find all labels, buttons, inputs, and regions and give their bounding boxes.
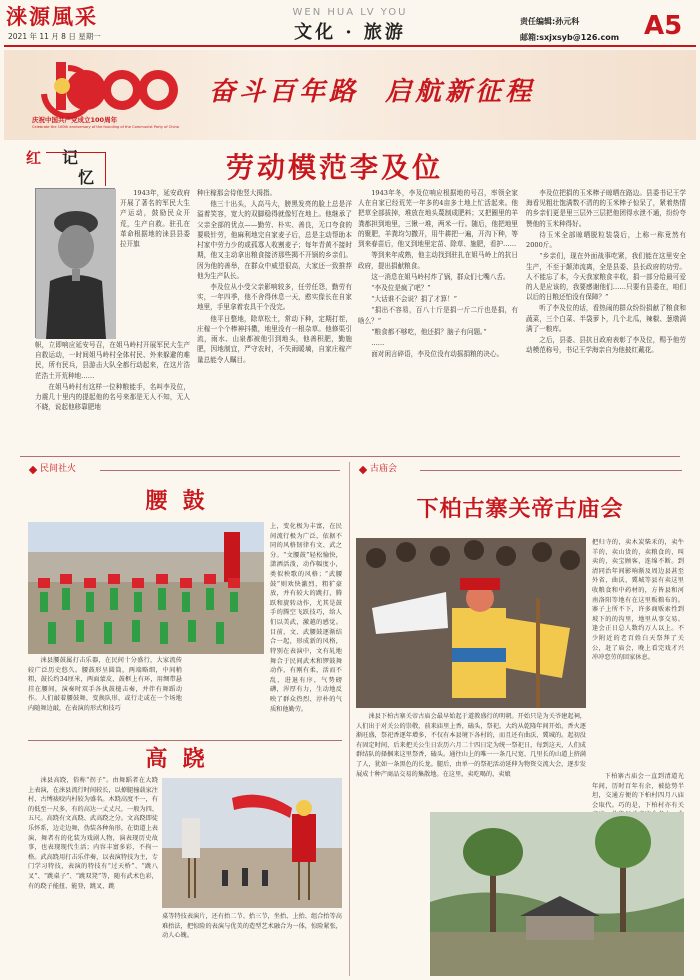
drum-photo bbox=[28, 522, 264, 654]
tag-ji: 记 bbox=[62, 148, 79, 167]
stilt-col2 bbox=[162, 912, 342, 976]
page-number: A5 bbox=[644, 11, 683, 41]
diamond-icon bbox=[29, 466, 37, 474]
feature-col3-p8: …… bbox=[371, 339, 385, 348]
feature-col2-p2: 他三十出头，人高马大，膀黑发亮的脸上总是洋溢着笑容，宽大的双脚稳得就像钉在地上。他继承了父亲全部的优点——勤劳、朴实、善良，无口夸食的要吸针劳，他麻利地完自家麦子后，总是主动帮助本村家中劳力少的或孤寡人收割麦子；每年青黄不接时期，他又主动拿出粮食接济那些揭不开锅的乡亲们。因为他的善举，在群众中威望很高，大家还一致推荐他为生产队长。 bbox=[197, 200, 352, 280]
masthead-rule bbox=[4, 45, 696, 47]
temple-fair-photo bbox=[356, 538, 586, 708]
email-label: 邮箱: bbox=[520, 33, 540, 42]
village-landscape-photo bbox=[430, 812, 684, 976]
drum-col2-text: 上，变化极为丰富，在民间流行极为广泛，依据不同的风格韧律有文、武之分。“文腰鼓”轻松愉快，潇洒活泼，动作幅度小，类似秧歌的风格；“武腰鼓”则欢快激烈，粗犷豪放，并有较大的跳打，腾跃和旋转动作，尤其是鼓手的腾空飞跃技巧，给人们以美武，激越的感觉。目前，文、武腰鼓逐渐结合一起，形成新的风格，特别在表演中，文有轧地舞合于民间武术和锣鼓舞动作，有刚有柔，活而不乱，进退有序，气势磅礴，浑厚有力，生动地反映了群众热烈、淳朴的气质和他勤劳。 bbox=[270, 523, 342, 713]
section-title: 文化 · 旅游 bbox=[294, 22, 406, 43]
feature-col3-p5: “大话谁不会说？捐了才算！” bbox=[371, 295, 458, 304]
party-emblem-icon bbox=[32, 56, 182, 118]
banner-caption-en: Celebrate the 100th anniversary of the founding of the Communist Party of China bbox=[32, 125, 179, 129]
diamond-icon bbox=[359, 466, 367, 474]
stilt-top-rule bbox=[28, 740, 342, 741]
feature-col2 bbox=[197, 188, 352, 450]
temple-label-text: 古庙会 bbox=[370, 464, 398, 475]
feature-col3-p4: “李及位是疯了吧？” bbox=[371, 283, 431, 292]
feature-col3-p6: “捐出不容易，百八十斤是捐一斤二斤也是捐，有啥么？” bbox=[358, 306, 518, 325]
temple-col-main-text: 涞县下柏古寨关帝古庙会最早始起于道教盛行的明朝。开始只是为关爷建起祠，人们出于对关公的崇敬，前来庙里上香，磕头，祭祀。大约从乾隆年间开始，香火逐渐旺盛，祭祀香逐年增多，不仅有本县境下各村的，而且还有曲沃、冀城的。起初没有固定时间，后来把关公生日农历六月二十四日定为统一祭祀日，每到这天，人们成群结队的择捆来这里祭香，磕头。通往山上的唯一一条几尺宽、几里长的山道上挤满了人，犹如一条黑色的长龙。腿后，由单一的祭祀活动延伸为物资交流大会，逐步发展成十种产商品交易的集散地。在这里，卖吃喝的，卖娘 bbox=[356, 713, 586, 778]
stilt-photo bbox=[162, 778, 342, 908]
village-tree-icon bbox=[430, 812, 684, 976]
feature-col3-p1: 1943年冬，李及位响应根据地的号召，率领全家人在自家已经荒芜一年多的4亩多土地上忙活起来。他把草全部拔掉，堆放在地头蔑制成肥料；又把圈里的羊粪都担到地里，三锹一堆，两米一行。随后，他把地里的聚肥，羊粪均匀撒开，用牛耕把一遍，开沟下种，等到来春苗后，他又到地里定苗、除草、施肥，看护…… bbox=[358, 189, 518, 249]
feature-col3 bbox=[358, 188, 518, 450]
feature-bottom-rule bbox=[20, 456, 680, 457]
banner-caption-cn: 庆祝中国共产党成立100周年 bbox=[32, 116, 118, 124]
temple-title: 下柏古寨关帝古庙会 bbox=[416, 496, 624, 522]
feature-col2-p4: 他平日整地，除草松土，常动下种，定期打茬，庄稼一个个棒神抖擞，地里没有一根杂草。他修渠引流，雨水、山泉都被他引到地头，他善积肥，勤施肥，因地制宜，严守农时，不失雨暖墒，自家庄稼产量总能令人瞩目。 bbox=[197, 314, 352, 364]
feature-col3-p2: 等到来年成熟，他主动找到驻扎在姐马岭上的抗日政府，提出捐献粮食。 bbox=[358, 251, 518, 270]
feature-col1-p2: 在姐马岭村有这样一位种粮能手，名叫李及位，力震几十里内的提起他的名号来那是无人不知，无人不晓，说起他移靠肥地 bbox=[35, 382, 190, 412]
feature-col1 bbox=[35, 340, 190, 445]
feature-col1-side bbox=[120, 188, 190, 338]
stilt-col1-text: 涞县高跷，俗称“拐子”。由舞蹈者在大跷上表演，在涞县流行时间较长，以撩腿撞载家注村，古缚裱咬内村较为盛名。木跷高度不一，有的低至一尺多，有的高达一丈丈尺，一般为四、五尺。高跷有文高跷、武高跷之分。文高跷即徒乐怀系，边走边舞，伪装各种角形，在街道上表演，舞者有的化装为戏剧人物，演表现历史故事，也表现现代生活；内容丰富多彩，不拘一格。武高跷用打击乐伴奏，以表演特技为主，专门学习特技，表演的特技有“过天桥”、“跳八叉”、“跳桌子”、“跳双凳”等，随有武术色彩，有的跷子能扭、能登，跳叉、跳 bbox=[28, 777, 158, 890]
column-divider bbox=[349, 462, 350, 976]
feature-col2-p1: 种庄稼那会侍他竖大拇指。 bbox=[197, 189, 277, 197]
feature-col3-p9: 面对闲言碎语，李及位没有动摇捐粮的决心。 bbox=[371, 350, 504, 359]
tag-red: 红 bbox=[26, 149, 42, 167]
feature-col1-side-text: 1943年，延安政府开展了著名的军民大生产运动，鼓励民众开荒，生产自救。驻孔在革命根据地的涞县县委拉开旗 bbox=[120, 189, 190, 249]
drum-col1-text: 涞县腰鼓属打击乐器，在民间十分盛行，大家流传较广泛历史悠久。腰鼓形呈圆筒，两端略细，中间稍粗，鼓长约34厘米，两面蒙皮，鼓框上有环，用绸带悬挂在腰间，演奏时双手各执鼓槌击奏，并伴有舞蹈动作。人们敲着腰鼓舞，变换队形，或行走或在一个场地内随舞边敲，在表演的形式和技巧 bbox=[28, 657, 182, 713]
drum-col2 bbox=[270, 522, 342, 713]
email-line bbox=[520, 32, 619, 44]
feature-col3-p3: 这一消息在姐马岭村炸了锅，群众们七嘴八舌。 bbox=[371, 272, 510, 281]
drum-dancers-icon bbox=[28, 522, 264, 654]
anniversary-banner bbox=[4, 50, 696, 140]
temple-fair-performer-icon bbox=[356, 538, 586, 708]
portrait-photo bbox=[35, 188, 115, 338]
drum-title: 腰 鼓 bbox=[145, 488, 205, 514]
stilt-col1 bbox=[28, 776, 158, 976]
tag-box bbox=[46, 152, 106, 186]
feature-col4-p3: “乡亲们，现在外面战事吃紧，我们能在这里安全生产，不至于颠沛流离，全是县委、县长政府的功劳。人不能忘了本，今天我家粮食丰收，捐一部分给最可爱的人是应该的，我要感谢他们……只要有县委在，咱们以后的日粮还怕没有保障？” bbox=[526, 252, 686, 302]
folk-section-label bbox=[30, 462, 76, 478]
feature-col3-p7: “粮食都不够吃，他还捐？脑子有问题。” bbox=[371, 327, 487, 336]
temple-col-bottom-text: 下柏寨古庙会一直到清道光年间，历时百年有余，被捻势半坦，交通方便的下柏村四月八庙会取代。巧的是，下柏村亦有关 bbox=[592, 773, 684, 809]
editor-label: 责任编辑: bbox=[520, 17, 556, 26]
editor-name: 孙元科 bbox=[555, 17, 580, 26]
temple-label-rule bbox=[420, 470, 682, 471]
folk-label-text: 民间社火 bbox=[40, 464, 77, 475]
feature-col4-p5: 之后，县委、县抗日政府表彰了李及位，赐予他劳动模范称号，书记王学海亲自为他披红戴花。 bbox=[526, 336, 686, 355]
drum-col1 bbox=[28, 656, 182, 736]
issue-date: 2021 年 11 月 8 日 星期一 bbox=[8, 32, 101, 41]
folk-label-rule bbox=[100, 470, 340, 471]
masthead-logo: 涞源風采 bbox=[6, 4, 98, 29]
temple-col-side bbox=[592, 538, 684, 768]
feature-col4 bbox=[526, 188, 686, 450]
feature-col4-p1: 李及位把捐的玉米棒子晾晒在路边。县委书记王学海看见粗壮饱满数不清的的玉米棒子惊呆了，紧着热情的乡亲们更是里三层外三层把他团得水泄不通，纷纷夸赞他的玉米种得好。 bbox=[526, 189, 686, 228]
stilt-col2-text: 桌等特技表演片，还有抬二节、抬三节，坐抬、上抬、组合抬等高难抬法，把惊险的表演与优美的造型艺术融合为一体，惊险紧张，动人心魄。 bbox=[162, 913, 342, 940]
editor-line bbox=[520, 16, 579, 28]
feature-col4-p4: 听了李及位的话，看热闹的群众纷纷捐献了粮食和蔬菜，三个白菜、半袋萝卜，几个北瓜，辣椒、葱墩满满了一粮库。 bbox=[526, 304, 686, 333]
email-address[interactable]: sxjxsyb@126.com bbox=[539, 33, 620, 42]
feature-col4-p2: 待玉米全部晾晒脱粒装袋后，上称一称竟然有2000斤。 bbox=[526, 230, 686, 250]
stilt-performers-icon bbox=[162, 778, 342, 908]
temple-col-side-text: 把归寺的，卖木炭柴禾的，卖牛羊的，卖山货的，卖粮食的，叫卖的，卖宝顾客，连绵不断。到清同治年间影响渐及周边县甚至外省，曲沃、冀城等县有卖这里收粮食和中药材的，方皆县和河南洛阳等地有在这里贩粮布的。寨子上所不下，许多商贩索性到坡下的的沟里，地里从事交易。逢会正日总人数约万人以上。不少附近的老百姓白天祭拜了关公，赶了庙会，晚上看完戏才兴冲冲恋劳的回家休息。 bbox=[592, 539, 684, 662]
temple-col-bottom bbox=[592, 772, 684, 812]
portrait-figure-icon bbox=[36, 189, 116, 339]
feature-col1-p1: 帜，立即响应延安号召，在姐马岭村开展军民大生产自救运动，一时间姐马岭村全体村民、外来躲避的难民，所有民兵，县游击大队全都行动起来，在这片浩茫浩土开荒种地…… bbox=[35, 341, 190, 380]
tag-memory: 忆 bbox=[78, 168, 95, 187]
feature-col2-p3: 李及位从小受父亲影响较多，任劳任怨，勤劳有实，一年四季，他不舍得休息一天，憨实像长在自家地里，手里拿着农具干个没完。 bbox=[197, 282, 352, 312]
banner-slogan: 奋斗百年路 启航新征程 bbox=[209, 77, 536, 107]
section-pinyin: WEN HUA LV YOU bbox=[292, 7, 408, 18]
feature-title: 劳动模范李及位 bbox=[226, 151, 444, 184]
stilt-title: 高 跷 bbox=[145, 746, 205, 772]
temple-col-main bbox=[356, 712, 586, 776]
temple-section-label bbox=[360, 462, 397, 478]
